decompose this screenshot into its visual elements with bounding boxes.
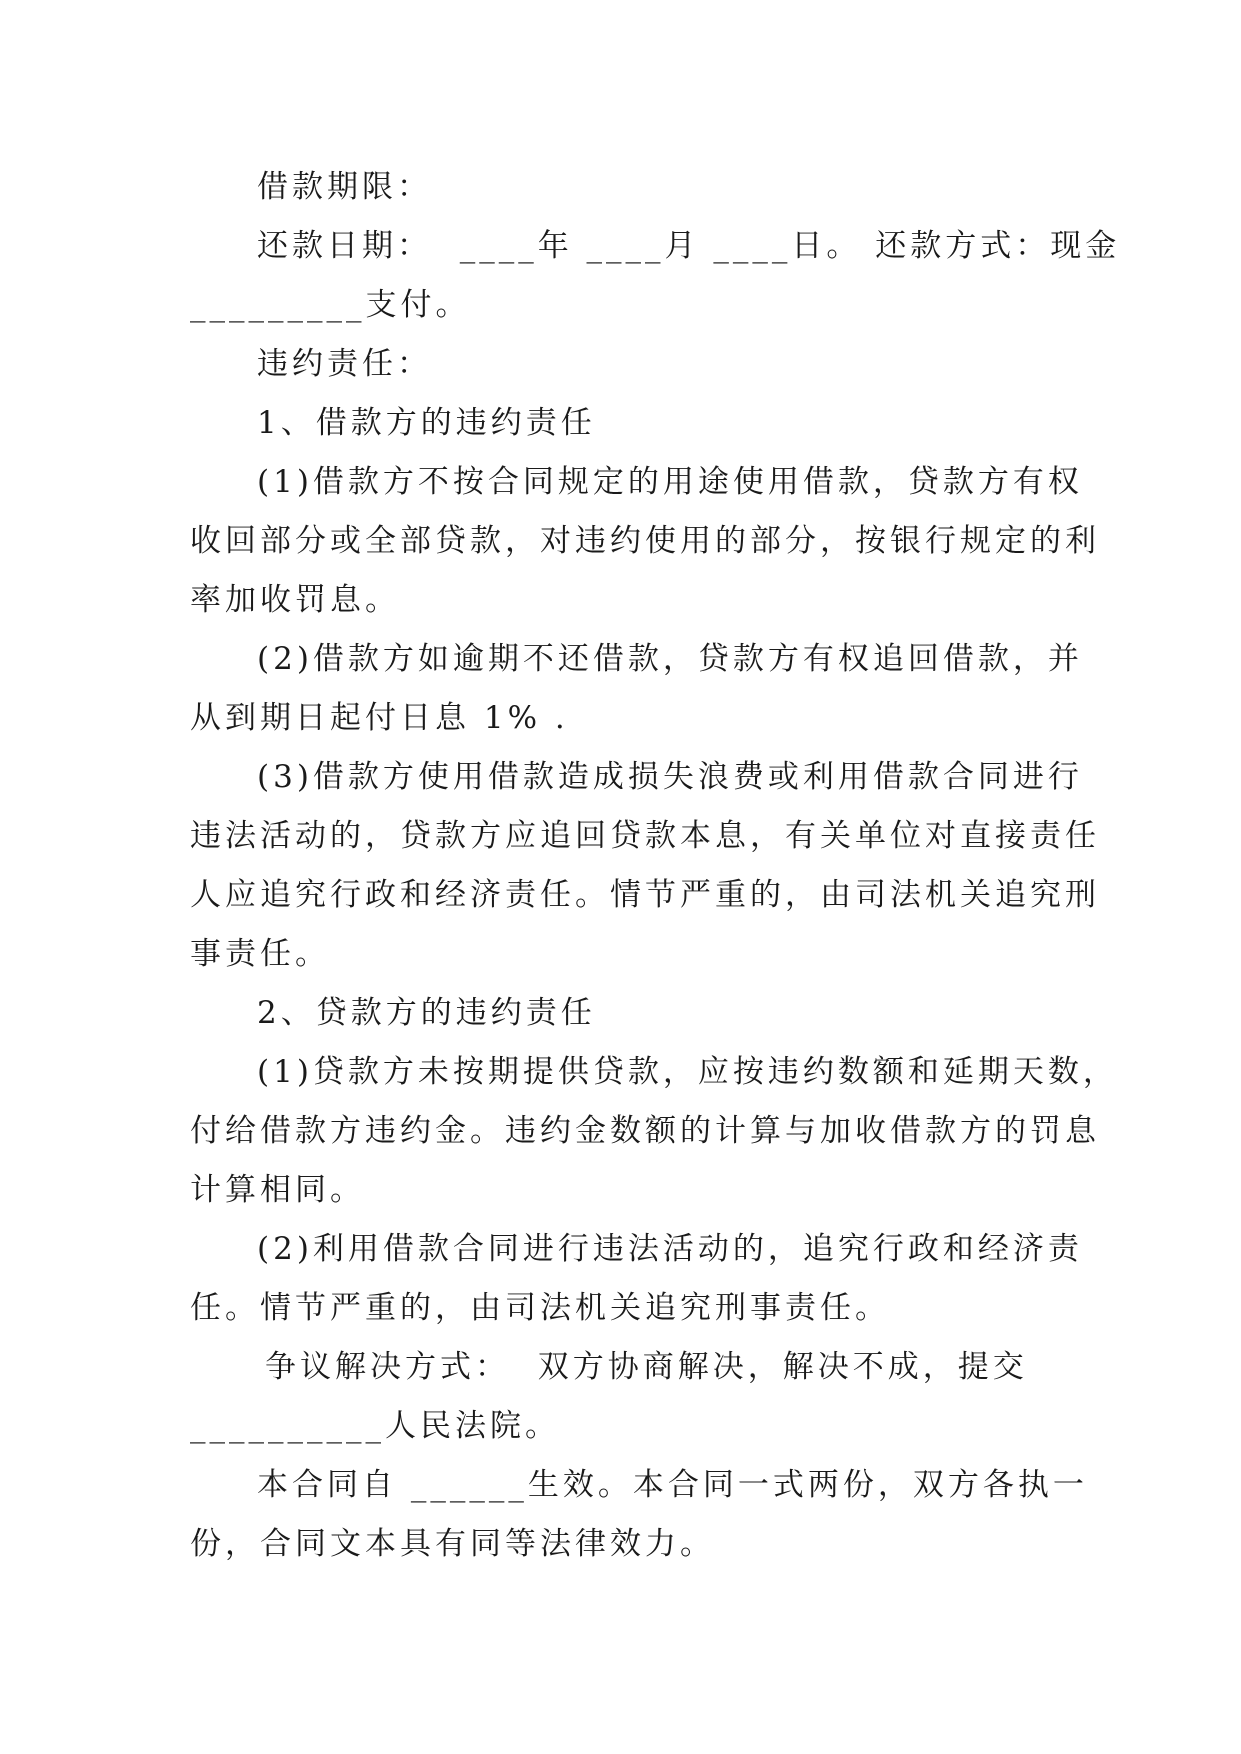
loan-term-label: 借款期限： [257,169,432,205]
effective-clause-line-2: 份，合同文本具有同等法律效力。 [190,1526,715,1562]
effective-clause-line-1: 本合同自 ______生效。本合同一式两份，双方各执一 [257,1467,1088,1503]
liability-heading: 违约责任： [257,346,432,382]
borrower-clause-2-line-2: 从到期日起付日息 1% . [190,700,569,736]
lender-clause-1-line-3: 计算相同。 [190,1172,365,1208]
borrower-clause-1-line-1: (1)借款方不按合同规定的用途使用借款，贷款方有权 [257,464,1083,500]
lender-clause-1-line-2: 付给借款方违约金。违约金数额的计算与加收借款方的罚息 [190,1113,1100,1149]
borrower-clause-3-line-3: 人应追究行政和经济责任。情节严重的，由司法机关追究刑 [190,877,1100,913]
lender-clause-2-line-1: (2)利用借款合同进行违法活动的，追究行政和经济责 [257,1231,1083,1267]
repayment-date-line: 还款日期： ____年 ____月 ____日。 还款方式：现金 [257,228,1121,264]
borrower-clause-2-line-1: (2)借款方如逾期不还借款，贷款方有权追回借款，并 [257,641,1083,677]
borrower-liability-heading: 1、借款方的违约责任 [257,405,596,441]
borrower-clause-1-line-2: 收回部分或全部贷款，对违约使用的部分，按银行规定的利 [190,523,1100,559]
borrower-clause-1-line-3: 率加收罚息。 [190,582,400,618]
repayment-method-cont: _________支付。 [190,287,471,323]
dispute-resolution-line-2: __________人民法院。 [190,1408,560,1444]
borrower-clause-3-line-1: (3)借款方使用借款造成损失浪费或利用借款合同进行 [257,759,1083,795]
lender-clause-1-line-1: (1)贷款方未按期提供贷款，应按违约数额和延期天数， [257,1054,1118,1090]
borrower-clause-3-line-4: 事责任。 [190,936,330,972]
borrower-clause-3-line-2: 违法活动的，贷款方应追回贷款本息，有关单位对直接责任 [190,818,1100,854]
dispute-resolution-line-1: 争议解决方式： 双方协商解决，解决不成，提交 [265,1349,1028,1385]
lender-liability-heading: 2、贷款方的违约责任 [257,995,596,1031]
lender-clause-2-line-2: 任。情节严重的，由司法机关追究刑事责任。 [190,1290,890,1326]
